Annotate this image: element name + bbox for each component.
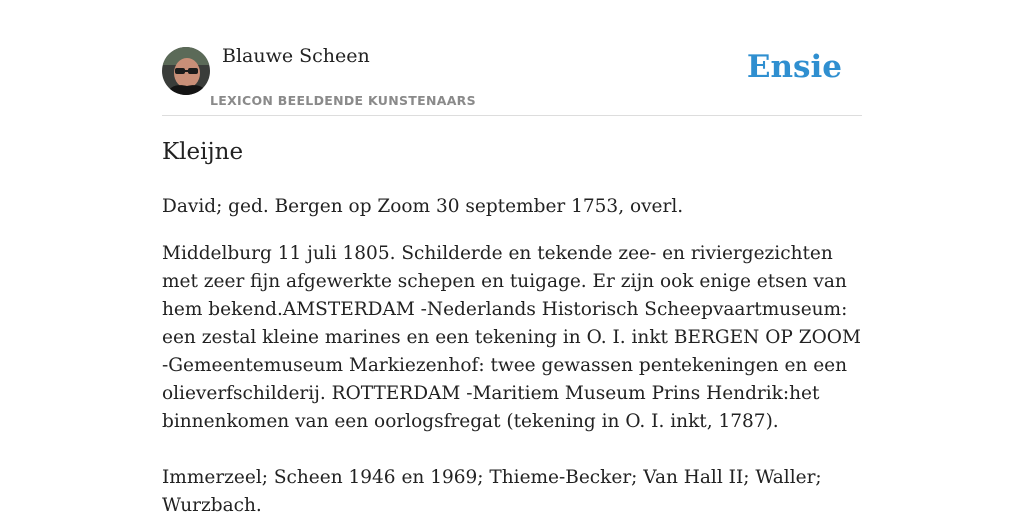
entry-title: Kleijne <box>162 139 244 165</box>
author-photo-icon <box>162 47 210 95</box>
entry-header <box>162 0 862 116</box>
entry-lead: David; ged. Bergen op Zoom 30 september 1753, overl. <box>162 196 684 217</box>
category-label[interactable]: LEXICON BEELDENDE KUNSTENAARS <box>210 93 476 108</box>
brand-logo[interactable]: Ensie <box>746 49 842 85</box>
author-name[interactable]: Blauwe Scheen <box>222 45 370 67</box>
author-avatar[interactable] <box>162 47 210 95</box>
entry-body: Middelburg 11 juli 1805. Schilderde en tekende zee- en riviergezichten met zeer fijn afgewerkte schepen en tuigage. Er zijn ook enige etsen van hem bekend.AMSTERDAM -Nederlands Historisch Scheepvaartmuseum: een zestal kleine marines en een tekening in O. I. inkt BERGEN OP ZOOM -Gemeentemuseum Markiezenhof: twee gewassen pentekeningen en een olieverfschilderij. ROTTERDAM -Maritiem Museum Prins Hendrik:het binnenkomen van een oorlogsfregat (tekening in O. I. inkt, 1787). Immerzeel; Scheen 1946 en 1969; Thieme-Becker; Van Hall II; Waller; Wurzbach. <box>162 243 861 516</box>
entry-card <box>162 0 862 516</box>
